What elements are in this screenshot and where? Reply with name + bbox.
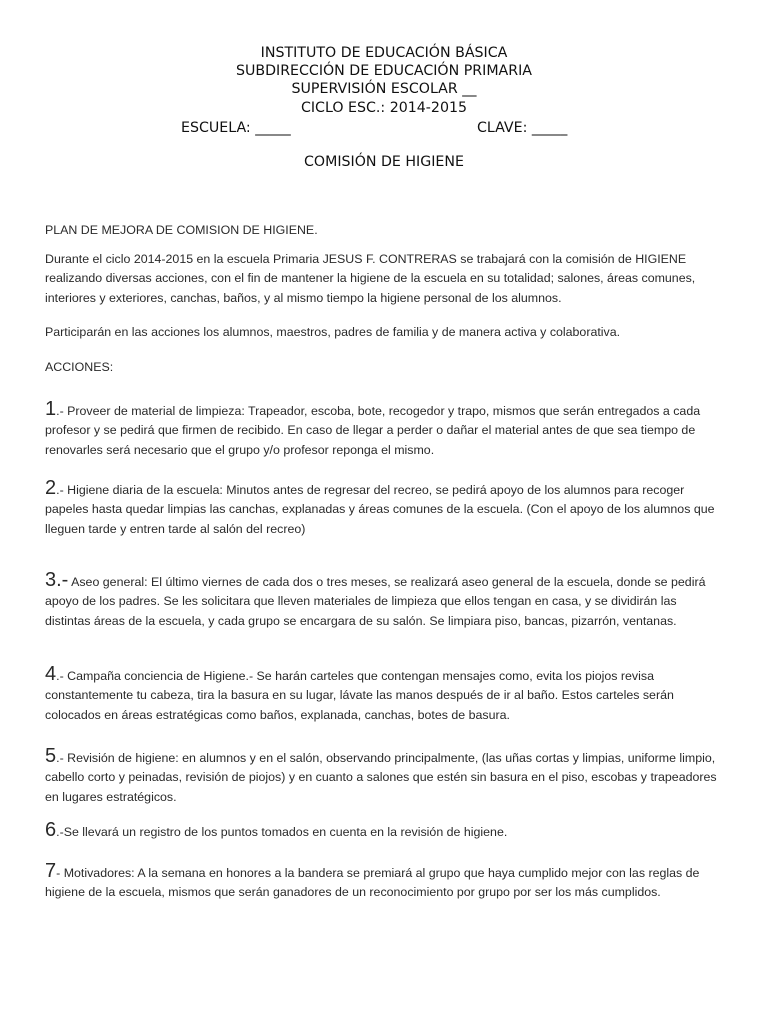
action-item bbox=[45, 477, 725, 539]
action-item bbox=[45, 819, 725, 842]
document-header bbox=[0, 44, 768, 137]
action-text: .- Proveer de material de limpieza: Trapeador, escoba, bote, recogedor y trapo, mismos que serán entregados a cada profesor y se pedirá que firmen de recibido. En caso de llegar a perder o dañar el material antes de que sea tiempo de renovarles será necesario que el grupo y/o profesor reponga el mismo. bbox=[45, 404, 701, 457]
action-item bbox=[45, 398, 725, 460]
action-text: .-Se llevará un registro de los puntos tomados en cuenta en la revisión de higiene. bbox=[56, 825, 508, 839]
action-text: Aseo general: El último viernes de cada dos o tres meses, se realizará aseo general de la escuela, donde se pedirá apoyo de los padres. Se les solicitara que lleven materiales de limpieza que ellos tengan en casa, y se dividirán las distintas áreas de la escuela, y cada grupo se encargara de su salón. Se limpiara piso, bancas, pizarrón, ventanas. bbox=[45, 575, 706, 628]
action-number: 3.- bbox=[45, 569, 69, 591]
action-number: 5 bbox=[45, 745, 57, 767]
action-item bbox=[45, 745, 725, 807]
actions-heading: ACCIONES: bbox=[45, 360, 114, 374]
action-text: - Motivadores: A la semana en honores a la bandera se premiará al grupo que haya cumplido mejor con las reglas de higiene de la escuela, mismos que serán ganadores de un reconocimiento por grupo por ser los más cumplidos. bbox=[45, 866, 700, 900]
subdirection-title: SUBDIRECCIÓN DE EDUCACIÓN PRIMARIA bbox=[235, 63, 533, 80]
supervision-title: SUPERVISIÓN ESCOLAR __ bbox=[291, 81, 477, 98]
institute-title: INSTITUTO DE EDUCACIÓN BÁSICA bbox=[260, 45, 508, 61]
action-text: .- Revisión de higiene: en alumnos y en el salón, observando principalmente, (las uñas cortas y limpias, uniforme limpio, cabello corto y peinadas, revisión de piojos) y en cuanto a salones que estén sin basura en el piso, escobas y trapeadores en lugares estratégicos. bbox=[45, 751, 717, 804]
school-field: ESCUELA: _____ bbox=[181, 119, 291, 136]
intro-paragraph: Durante el ciclo 2014-2015 en la escuela Primaria JESUS F. CONTRERAS se trabajará con la comisión de HIGIENE realizando diversas acciones, con el fin de mantener la higiene de la escuela en su totalidad; salones, áreas comunes, interiores y exteriores, canchas, baños, y al mismo tiempo la higiene personal de los alumnos. bbox=[45, 252, 696, 305]
school-cycle: CICLO ESC.: 2014-2015 bbox=[300, 99, 468, 116]
action-number: 1 bbox=[45, 398, 57, 420]
action-text: .- Campaña conciencia de Higiene.- Se harán carteles que contengan mensajes como, evita los piojos revisa constantemente tu cabeza, tira la basura en su lugar, lávate las manos después de ir al baño. Estos carteles serán colocados en áreas estratégicas como baños, explanada, canchas, botes de basura. bbox=[45, 669, 674, 722]
action-text: .- Higiene diaria de la escuela: Minutos antes de regresar del recreo, se pedirá apoyo de los alumnos para recoger papeles hasta quedar limpias las canchas, explanadas y áreas comunes de la escuela. (Con el apoyo de los alumnos que lleguen tarde y entren tarde al salón del recreo) bbox=[45, 483, 715, 536]
action-number: 2 bbox=[45, 477, 57, 499]
key-field: CLAVE: _____ bbox=[477, 119, 568, 136]
participants-paragraph: Participarán en las acciones los alumnos, maestros, padres de familia y de manera activa y colaborativa. bbox=[45, 325, 621, 339]
school-info-row bbox=[0, 117, 768, 137]
action-number: 4 bbox=[45, 663, 57, 685]
action-item bbox=[45, 569, 725, 631]
document-title: COMISIÓN DE HIGIENE bbox=[304, 154, 464, 170]
action-number: 7 bbox=[45, 860, 57, 882]
action-number: 6 bbox=[45, 819, 57, 841]
plan-title: PLAN DE MEJORA DE COMISION DE HIGIENE. bbox=[45, 223, 318, 237]
action-item bbox=[45, 663, 725, 725]
action-item bbox=[45, 860, 725, 903]
